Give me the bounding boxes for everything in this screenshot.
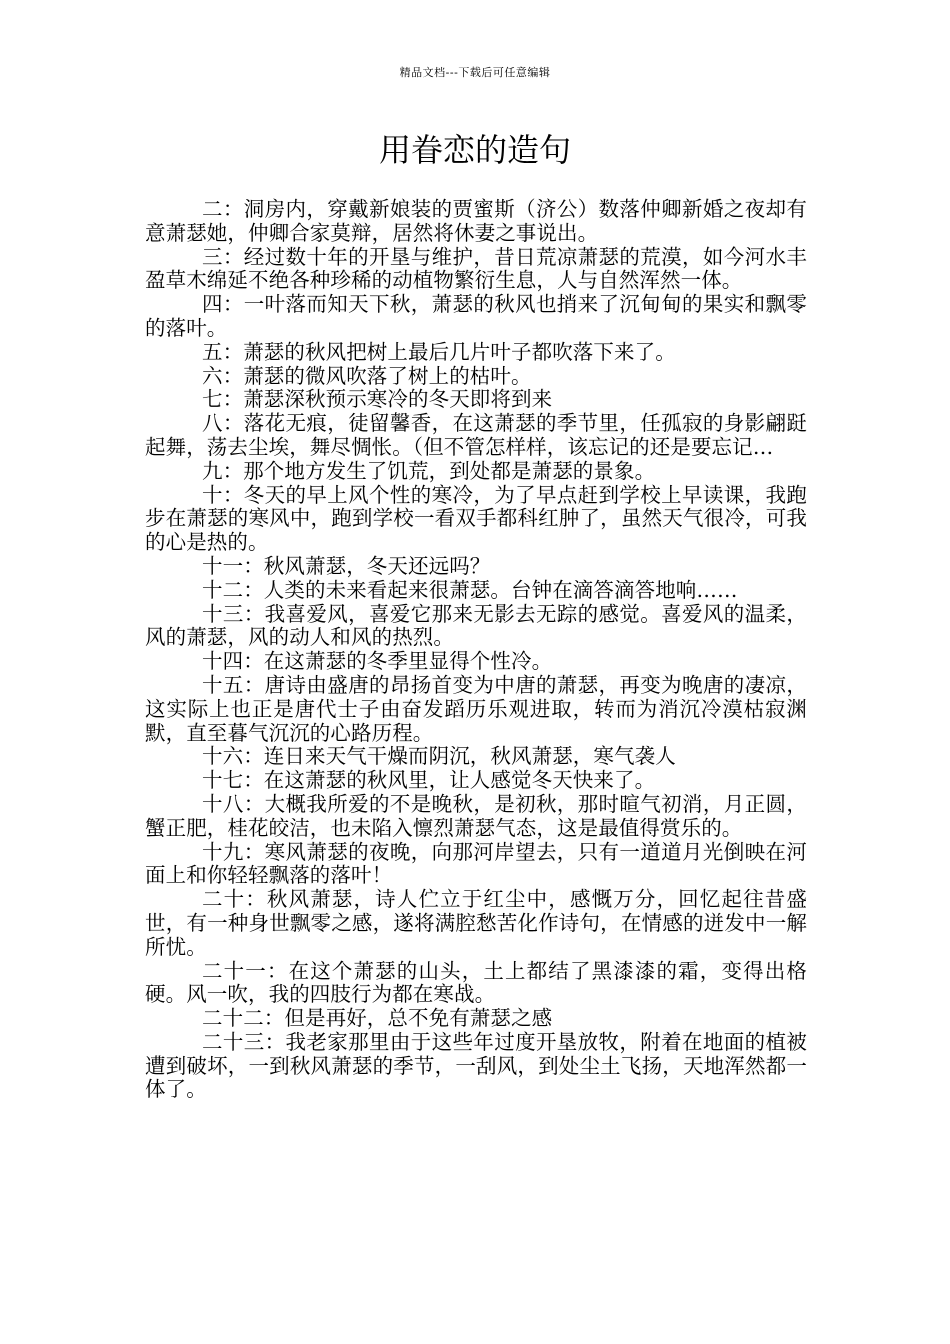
paragraph: 十二：人类的未来看起来很萧瑟。台钟在滴答滴答地响……: [202, 577, 738, 602]
paragraph: 二十一：在这个萧瑟的山头，土上都结了黑漆漆的霜，变得出格硬。风一吹，我的四肢行为都在寒战。: [145, 958, 807, 1007]
paragraph: 十四：在这萧瑟的冬季里显得个性冷。: [202, 649, 553, 674]
paragraph: 二十二：但是再好，总不免有萧瑟之感: [202, 1006, 553, 1031]
paragraph: 五：萧瑟的秋风把树上最后几片叶子都吹落下来了。: [202, 339, 676, 364]
paragraph: 二：洞房内，穿戴新娘装的贾蜜斯（济公）数落仲卿新婚之夜却有意萧瑟她，仲卿合家莫辩，居然将休妻之事说出。: [145, 197, 807, 245]
paragraph: 十八：大概我所爱的不是晚秋，是初秋，那时暄气初消，月正圆，蟹正肥，桂花皎洁，也未陷入懔烈萧瑟气态，这是最值得赏乐的。: [145, 791, 807, 840]
paragraph: 三：经过数十年的开垦与维护，昔日荒凉萧瑟的荒漠，如今河水丰盈草木绵延不绝各种珍稀的动植物繁衍生息，人与自然浑然一体。: [145, 244, 807, 293]
page-header: 精品文档---下载后可任意编辑: [399, 66, 551, 79]
paragraph: 六：萧瑟的微风吹落了树上的枯叶。: [202, 363, 532, 388]
paragraph: 十：冬天的早上风个性的寒冷，为了早点赶到学校上早读课，我跑步在萧瑟的寒风中，跑到学校一看双手都科红肿了，虽然天气很冷，可我的心是热的。: [145, 482, 807, 555]
paragraph: 二十：秋风萧瑟，诗人伫立于红尘中，感慨万分，回忆起往昔盛世，有一种身世飘零之感，遂将满腔愁苦化作诗句，在情感的迸发中一解所忧。: [145, 887, 807, 959]
document-body: [145, 198, 807, 1102]
paragraph: 七：萧瑟深秋预示寒冷的冬天即将到来: [202, 387, 553, 412]
paragraph: 十七：在这萧瑟的秋风里，让人感觉冬天快来了。: [202, 768, 656, 793]
paragraph: 十一：秋风萧瑟，冬天还远吗？: [202, 553, 491, 578]
paragraph: 九：那个地方发生了饥荒，到处都是萧瑟的景象。: [202, 458, 656, 483]
paragraph: 四：一叶落而知天下秋，萧瑟的秋风也捎来了沉甸甸的果实和飘零的落叶。: [145, 292, 807, 340]
paragraph: 二十三：我老家那里由于这些年过度开垦放牧，附着在地面的植被遭到破坏，一到秋风萧瑟的季节，一刮风，到处尘土飞扬，天地浑然都一体了。: [145, 1029, 807, 1102]
paragraph: 十三：我喜爱风，喜爱它那来无影去无踪的感觉。喜爱风的温柔，风的萧瑟，风的动人和风的热烈。: [145, 601, 807, 650]
paragraph: 十五：唐诗由盛唐的昂扬首变为中唐的萧瑟，再变为晚唐的凄凉，这实际上也正是唐代士子由奋发蹈历乐观进取，转而为消沉冷漠枯寂渊默，直至暮气沉沉的心路历程。: [145, 672, 807, 745]
paragraph: 十六：连日来天气干燥而阴沉，秋风萧瑟，寒气袭人: [202, 744, 676, 769]
paragraph: 八：落花无痕，徒留馨香，在这萧瑟的季节里，任孤寂的身影翩跹起舞，荡去尘埃，舞尽惆怅。（但不管怎样样，该忘记的还是要忘记…: [145, 411, 807, 459]
page-title: 用眷恋的造句: [378, 131, 571, 169]
paragraph: 十九：寒风萧瑟的夜晚，向那河岸望去，只有一道道月光倒映在河面上和你轻轻飘落的落叶！: [145, 839, 807, 888]
